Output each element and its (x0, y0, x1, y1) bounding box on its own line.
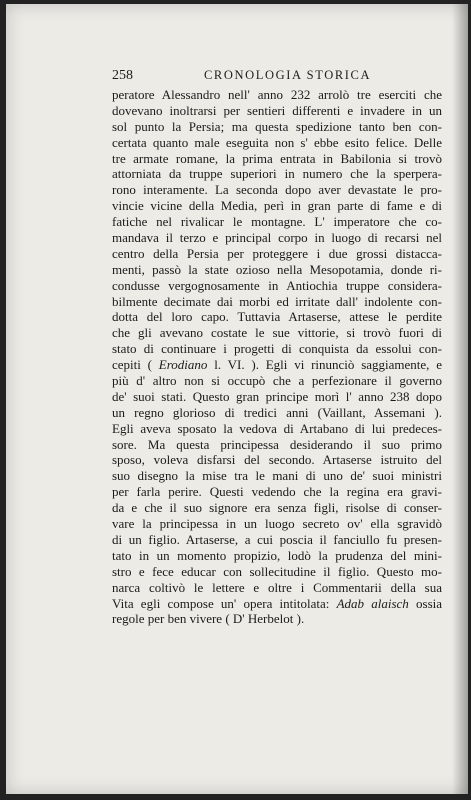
text-line: di un figlio. Artaserse, a cui poscia il fanciullo fu presen- (112, 531, 442, 547)
text-line: un regno glorioso di tredici anni (Vaillant, Assemani ). (112, 404, 442, 420)
text-line: narca coltivò le lettere e oltre i Commentarii della sua (112, 579, 442, 595)
text-line: dovevano inoltrarsi per sentieri differenti e invadere in un (112, 102, 442, 118)
text-line: sposo, voleva disfarsi del secondo. Artaserse istruito del (112, 452, 442, 468)
text-line: cepiti ( Erodiano l. VI. ). Egli vi rinunciò saggiamente, e (112, 357, 442, 373)
page-number: 258 (112, 68, 133, 83)
text-line-last: regole per ben vivere ( D' Herbelot ). (112, 611, 305, 627)
text-line: tre armate romane, la prima entrata in Babilonia si trovò (112, 150, 442, 166)
text-line: tato in un momento propizio, lodò la prudenza del mini- (112, 547, 442, 563)
text-line: stato di continuare i progetti di conquista da essolui con- (112, 341, 442, 357)
text-line: de' suoi stati. Questo gran principe morì l' anno 238 dopo (112, 388, 442, 404)
page-title: CRONOLOGIA STORICA (204, 68, 372, 82)
text-line: attorniata da truppe superiori in numero che la sperpera- (112, 166, 442, 182)
text-line: fatiche nel rivalicar le montagne. L' imperatore che co- (112, 214, 442, 230)
text-line: dotta del loro capo. Tuttavia Artaserse, attese le perdite (112, 309, 442, 325)
text-line: condusse vergognosamente in Antiochia truppe considera- (112, 277, 442, 293)
text-line: menti, passò la state ozioso nella Mesopotamia, donde ri- (112, 261, 442, 277)
text-line: vare la principessa in un luogo secreto ov' ella sgravidò (112, 516, 442, 532)
text-line: suo disegno la mise tra le mani di uno de' suoi ministri (112, 468, 442, 484)
running-head (112, 68, 438, 84)
text-line: peratore Alessandro nell' anno 232 arrolò tre eserciti che (112, 87, 442, 102)
text-line: mandava il terzo e principal corpo in luogo di recarsi nel (112, 230, 442, 246)
text-line: centro della Persia per proteggere i due grossi distacca- (112, 245, 442, 261)
text-line: più d' altro non si occupò che a perfezionare il governo (112, 373, 442, 389)
text-line: rono interamente. La seconda dopo aver devastate le pro- (112, 182, 442, 198)
text-line: bilmente decimate dai morbi ed irritate dall' indolente con- (112, 293, 442, 309)
text-line: da e che il suo signore era senza figli, risolse di conser- (112, 500, 442, 516)
page-gutter-shadow (452, 4, 468, 794)
text-line: vincie vicine della Media, perì in gran parte di fame e di (112, 198, 442, 214)
body-text (112, 87, 442, 627)
text-line: stro e fece educar con sollecitudine il figlio. Questo mo- (112, 563, 442, 579)
text-line: Egli aveva sposato la vedova di Artabano di lui predeces- (112, 420, 442, 436)
italic-citation: Erodiano (158, 357, 208, 373)
text-line: sol punto la Persia; ma questa spedizione tanto ben con- (112, 118, 442, 134)
italic-citation: Adab alaisch (336, 595, 409, 611)
text-line: che gli avevano costate le sue vittorie, si trovò fuori di (112, 325, 442, 341)
text-line: sore. Ma questa principessa desiderando il suo primo (112, 436, 442, 452)
text-line: Vita egli compose un' opera intitolata: Adab alaisch ossia (112, 595, 443, 611)
text-line: certata quanto male eseguita non s' ebbe esito felice. Delle (112, 134, 442, 150)
text-line: per farla perire. Questi vedendo che la regina era gravi- (112, 484, 442, 500)
